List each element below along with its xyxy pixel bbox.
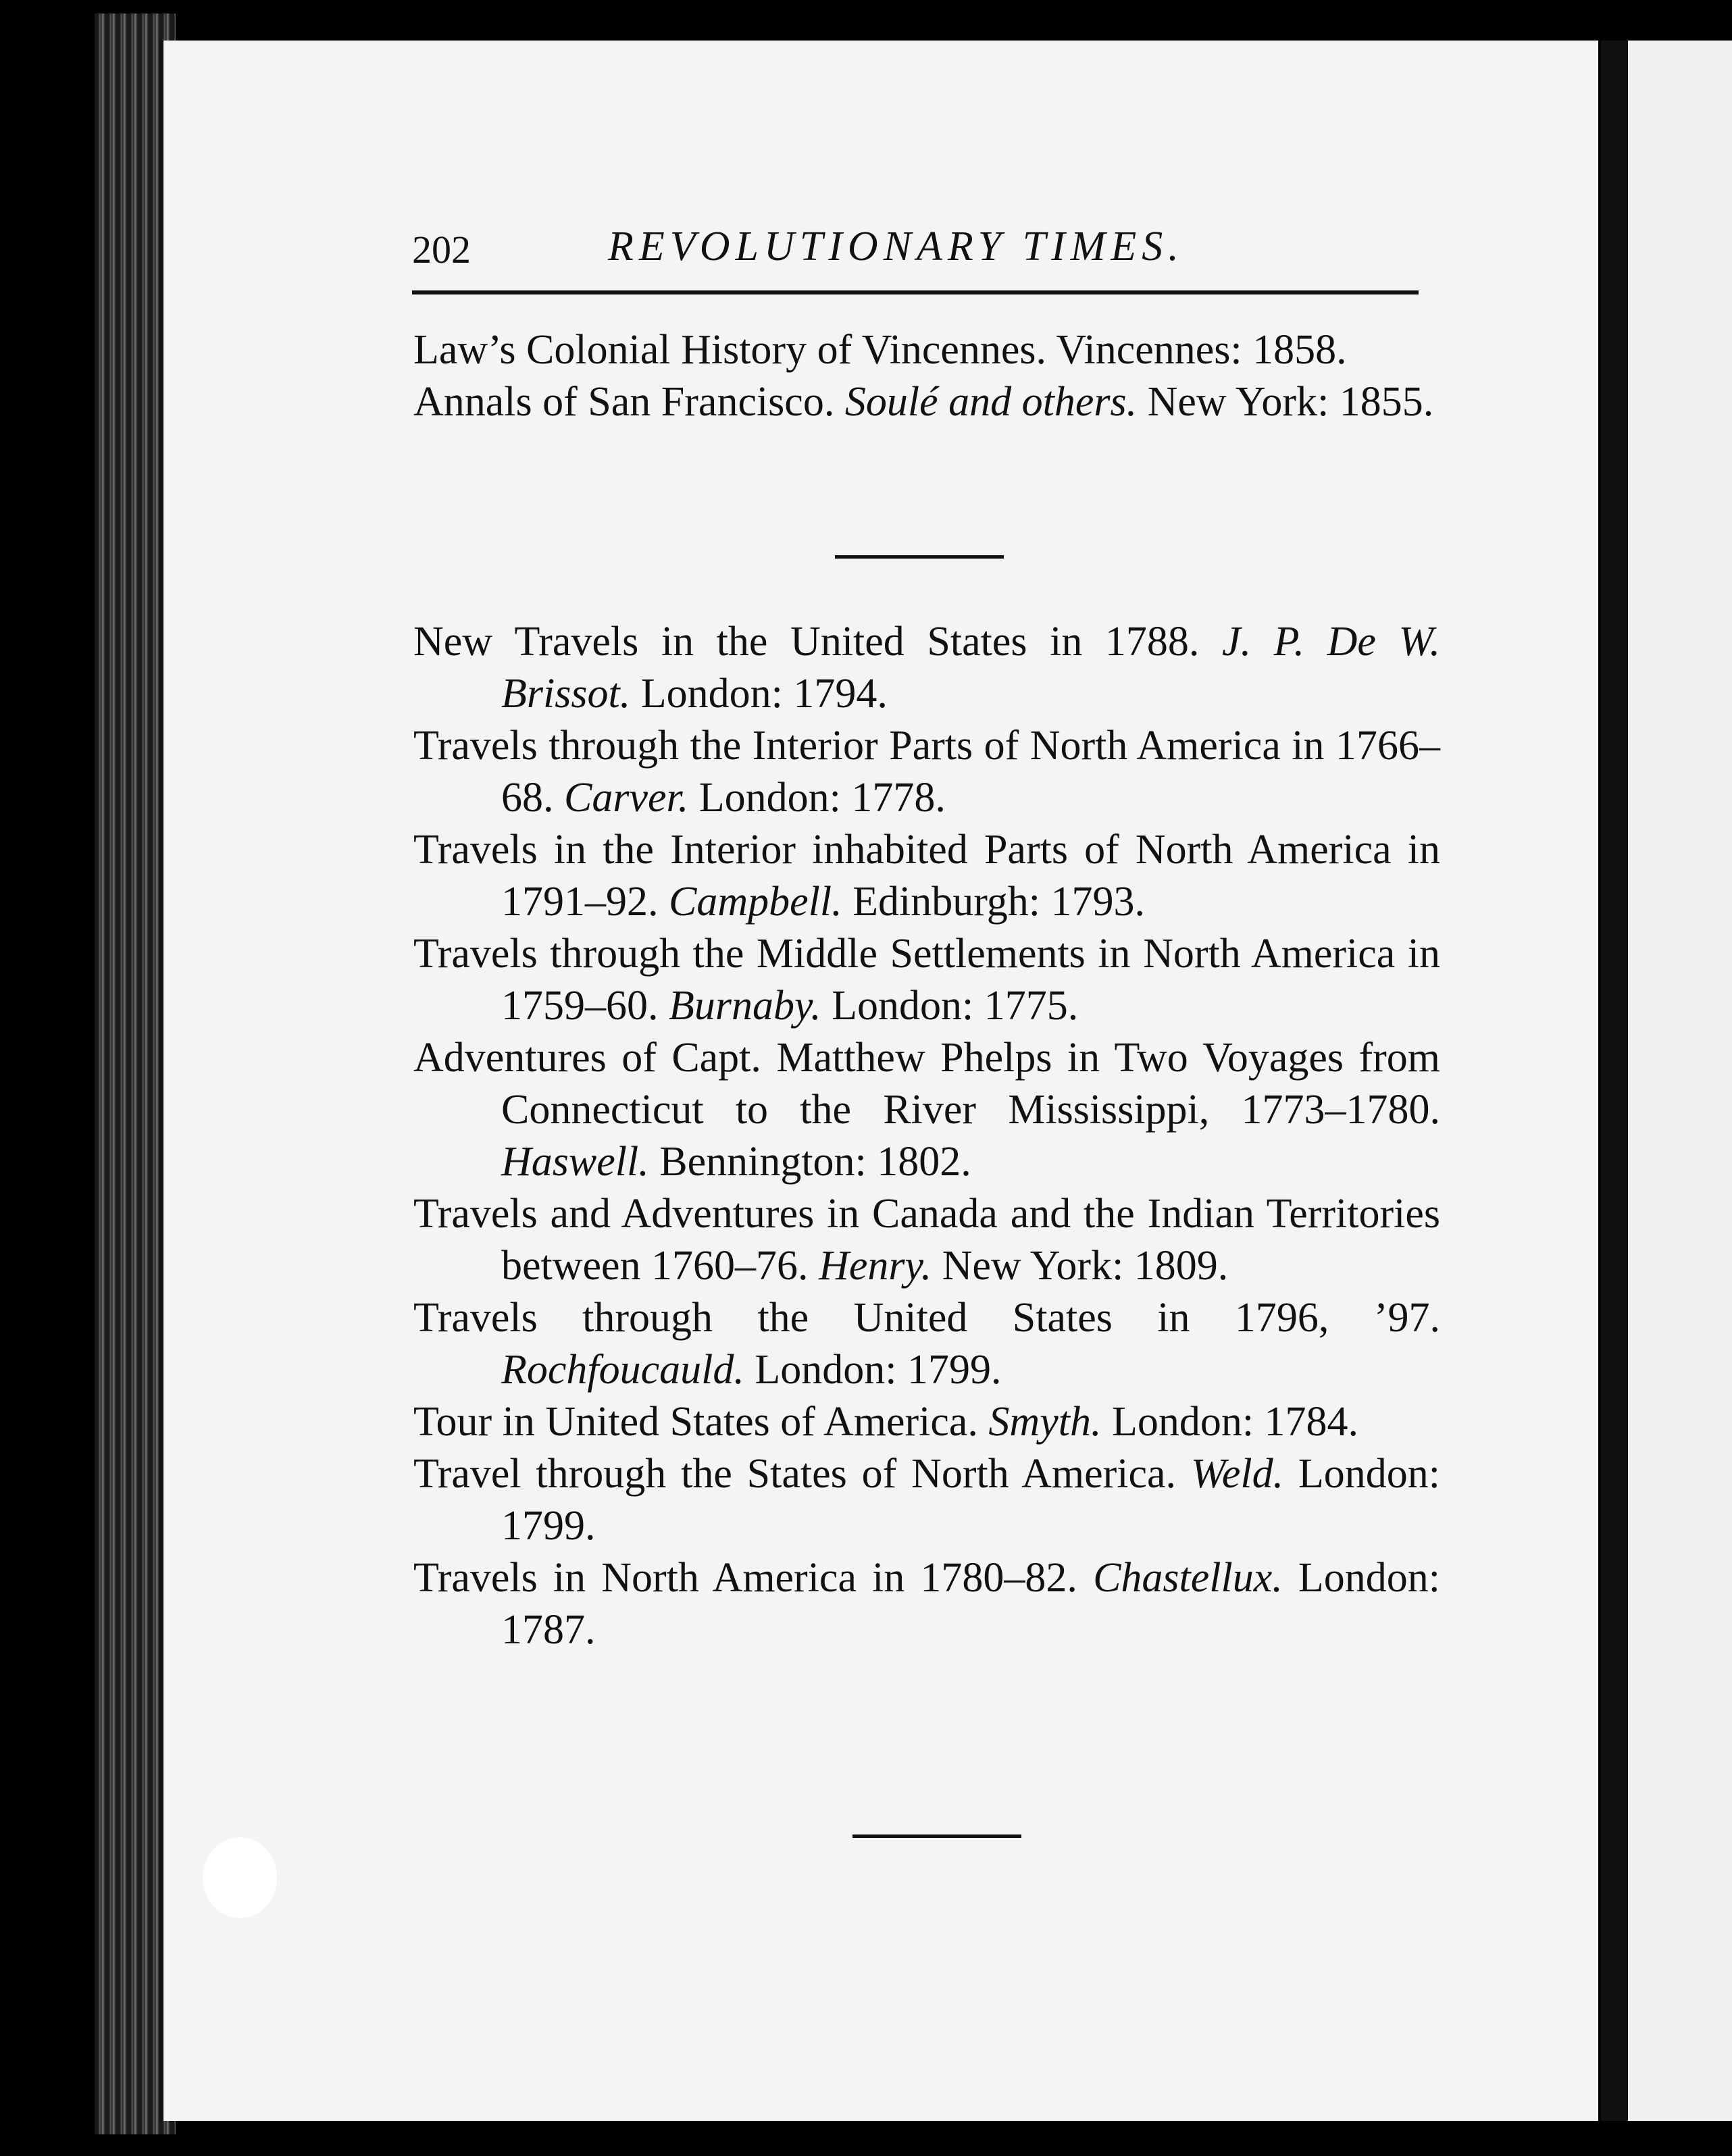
bib-entry [413,1396,1440,1448]
bib-entry [413,616,1440,720]
entry-imprint: London: 1799. [755,1347,1002,1393]
entry-title: Annals of San Francisco. [413,379,835,425]
entry-imprint: Vincennes: 1858. [1056,327,1347,373]
section-divider [835,555,1004,559]
entry-title: Travels and Adventures in Canada and the Indian Territories between 1760–76. [413,1191,1440,1289]
entry-author: Haswell. [501,1139,649,1185]
entry-imprint: London: 1778. [698,775,946,821]
entry-author: Burnaby. [669,983,821,1029]
entry-imprint: Bennington: 1802. [659,1139,971,1185]
entry-imprint: London: 1799. [501,1451,1441,1549]
entry-imprint: New York: 1809. [942,1243,1229,1289]
bib-entry [413,1552,1440,1656]
entry-author: Henry. [819,1243,932,1289]
entry-imprint: London: 1784. [1111,1399,1359,1445]
bib-entry [413,1292,1440,1396]
entry-title: Travels in North America in 1780–82. [413,1555,1077,1601]
entry-imprint: Edinburgh: 1793. [852,879,1145,925]
entry-author: Carver. [564,775,689,821]
page-number: 202 [412,228,471,272]
scan-artifact [203,1837,277,1918]
bib-entry [413,720,1440,824]
entry-title: Travels through the Middle Settlements in North America in 1759–60. [413,931,1440,1029]
bib-entry [413,824,1440,928]
entry-author: Soulé and others. [844,379,1138,425]
entry-title: Law’s Colonial History of Vincennes. [413,327,1047,373]
entry-author: Rochfoucauld. [501,1347,744,1393]
entry-title: Travels in the Interior inhabited Parts of North America in 1791–92. [413,827,1440,925]
facing-page-edge [1628,41,1732,2121]
entry-title: Tour in United States of America. [413,1399,978,1445]
bib-entry [413,1032,1440,1188]
entry-author: Campbell. [669,879,842,925]
entry-author: Weld. [1190,1451,1284,1497]
entry-imprint: London: 1787. [501,1555,1440,1653]
entry-title: Travel through the States of North America. [413,1451,1177,1497]
entry-author: Chastellux. [1093,1555,1283,1601]
entry-imprint: New York: 1855. [1147,379,1434,425]
bib-entry [413,324,1440,376]
bib-entry [413,928,1440,1032]
end-divider [852,1834,1021,1838]
entry-title: New Travels in the United States in 1788. [413,619,1200,665]
header-rule [412,290,1419,294]
bib-entry [413,1448,1440,1552]
entry-title: Adventures of Capt. Matthew Phelps in Two Voyages from Connecticut to the River Mississippi, 1773–1780. [413,1035,1440,1133]
bib-entry [413,376,1440,428]
running-head [412,223,1412,284]
running-title: REVOLUTIONARY TIMES. [608,224,1184,270]
entry-author: Smyth. [988,1399,1102,1445]
bib-entry [413,1188,1440,1292]
bibliography-group-2 [413,616,1440,1656]
entry-title: Travels through the Interior Parts of North America in 1766–68. [413,723,1440,821]
entry-author: J. P. De W. Brissot. [501,619,1441,717]
entry-title: Travels through the United States in 1796, ’97. [413,1295,1440,1341]
entry-imprint: London: 1775. [832,983,1079,1029]
bibliography-group-1 [413,324,1440,428]
gutter-shadow [1601,41,1628,2121]
entry-imprint: London: 1794. [640,671,888,717]
